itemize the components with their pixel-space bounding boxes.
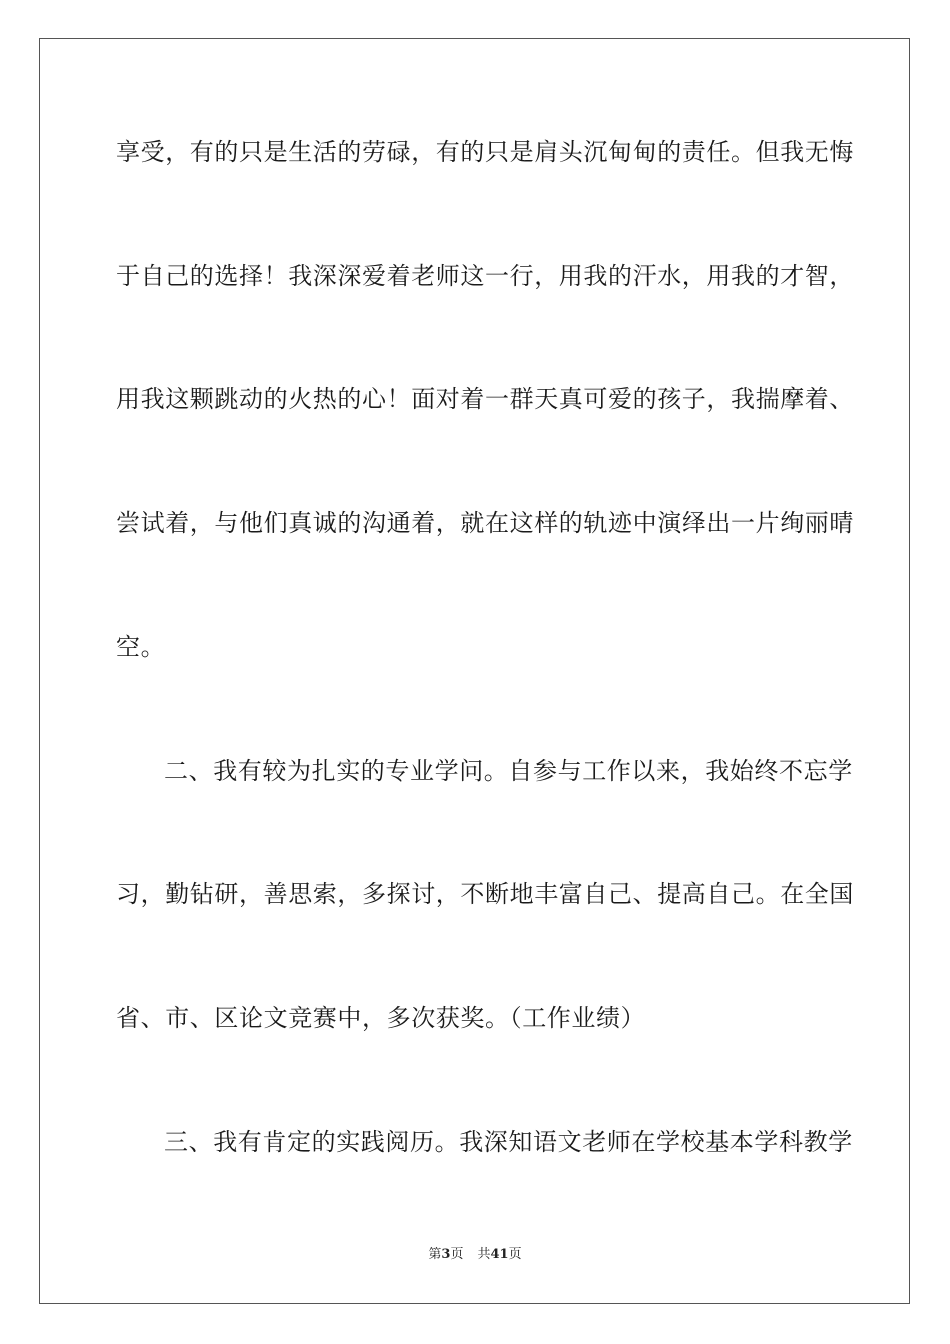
total-prefix: 共: [477, 1247, 491, 1262]
body-text-line: 空。: [116, 633, 166, 661]
paragraph-three-start: 三、我有肯定的实践阅历。我深知语文老师在学校基本学科教学: [164, 1128, 853, 1156]
total-suffix: 页: [508, 1247, 522, 1262]
body-text-line: 于自己的选择！我深深爱着老师这一行，用我的汗水，用我的才智，: [116, 262, 854, 290]
page-border: [39, 38, 910, 1304]
body-text-line: 省、市、区论文竞赛中，多次获奖。（工作业绩）: [116, 1004, 646, 1032]
page-footer: [0, 1246, 950, 1264]
body-text-line: 尝试着，与他们真诚的沟通着，就在这样的轨迹中演绎出一片绚丽晴: [116, 509, 854, 537]
body-text-line: 习，勤钻研，善思索，多探讨，不断地丰富自己、提高自己。在全国: [116, 880, 854, 908]
body-text-line: 用我这颗跳动的火热的心！面对着一群天真可爱的孩子，我揣摩着、: [116, 385, 854, 413]
total-pages-number: 41: [490, 1247, 509, 1262]
body-text-line: 享受，有的只是生活的劳碌，有的只是肩头沉甸甸的责任。但我无悔: [116, 138, 854, 166]
page-prefix: 第: [428, 1247, 442, 1262]
current-page-number: 3: [441, 1247, 451, 1262]
page-suffix: 页: [450, 1247, 464, 1262]
paragraph-two-start: 二、我有较为扎实的专业学问。自参与工作以来，我始终不忘学: [164, 757, 853, 785]
